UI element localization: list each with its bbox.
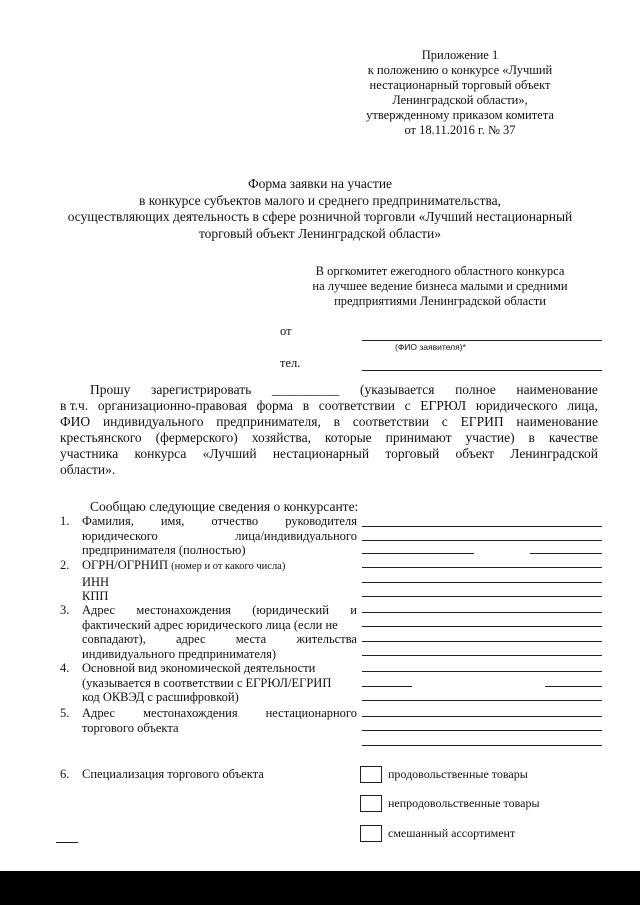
ogrn-label: ОГРН/ОГРНИП bbox=[82, 558, 168, 572]
ogrn-field[interactable] bbox=[362, 567, 602, 568]
word: предпринимателя, bbox=[216, 414, 321, 429]
item-line: фактический адрес юридического лица (если не bbox=[82, 617, 338, 632]
item-number: 4. bbox=[60, 661, 70, 675]
word: жительства bbox=[296, 632, 357, 646]
word: крестьянского bbox=[60, 430, 142, 445]
request-line bbox=[60, 446, 598, 462]
word: в т.ч. bbox=[60, 398, 89, 413]
ogrn-note: (номер и от какого числа) bbox=[171, 561, 286, 572]
word: Ленинградской bbox=[510, 446, 598, 461]
inn-field[interactable] bbox=[362, 582, 602, 583]
word: «Лучший bbox=[202, 446, 257, 461]
word: соответствии bbox=[318, 398, 395, 413]
address-field-line[interactable] bbox=[362, 641, 602, 642]
word: нестационарный bbox=[272, 446, 370, 461]
item-activity bbox=[60, 661, 360, 707]
word: ФИО bbox=[60, 414, 91, 429]
non-food-products-checkbox[interactable] bbox=[360, 795, 382, 812]
full-name-field-line[interactable] bbox=[362, 540, 602, 541]
word: ЕГРИП bbox=[460, 414, 504, 429]
activity-field-line[interactable] bbox=[362, 686, 412, 687]
word: участие) bbox=[465, 430, 515, 445]
object-address-field-line[interactable] bbox=[362, 730, 602, 731]
activity-field-line[interactable] bbox=[545, 686, 602, 687]
item-number: 2. bbox=[60, 558, 70, 572]
item-line: (указывается в соответствии с ЕГРЮЛ/ЕГРИП bbox=[82, 675, 332, 690]
word: имя, bbox=[160, 514, 185, 528]
item-address bbox=[60, 603, 360, 663]
word: нестационарного bbox=[265, 706, 357, 720]
request-line bbox=[60, 414, 598, 430]
word: принимают bbox=[385, 430, 452, 445]
address-field-line[interactable] bbox=[362, 655, 602, 656]
word: в bbox=[302, 398, 310, 413]
word: наименование bbox=[516, 414, 598, 429]
inn-label: ИНН bbox=[82, 574, 110, 589]
word: местонахождения bbox=[143, 706, 238, 720]
word: соответствии bbox=[352, 414, 430, 429]
address-field-line[interactable] bbox=[362, 612, 602, 613]
form-title bbox=[40, 176, 600, 242]
word: Адрес bbox=[82, 706, 116, 720]
word: с bbox=[404, 398, 411, 413]
word: с bbox=[441, 414, 448, 429]
word: руководителя bbox=[285, 514, 357, 528]
title-line: торговый объект Ленинградской области» bbox=[198, 225, 442, 241]
phone-field[interactable] bbox=[362, 370, 602, 371]
title-line: в конкурсе субъектов малого и среднего предпринимательства, bbox=[138, 192, 502, 208]
activity-field-line[interactable] bbox=[362, 671, 602, 672]
word: лица/индивидуального bbox=[235, 528, 357, 543]
address-field-line[interactable] bbox=[362, 626, 602, 627]
request-line: области». bbox=[60, 462, 116, 477]
item-line: Основной вид экономической деятельности bbox=[82, 661, 316, 675]
annex-line: утвержденному приказом комитета bbox=[366, 108, 554, 122]
word: (фермерского) bbox=[155, 430, 238, 445]
item-line bbox=[82, 558, 357, 575]
word: организационно-правовая bbox=[97, 398, 247, 413]
word: юридического bbox=[82, 528, 158, 543]
word: Прошу bbox=[90, 382, 131, 397]
item-number: 3. bbox=[60, 603, 70, 617]
request-line bbox=[60, 430, 598, 446]
item-line: Специализация торгового объекта bbox=[82, 767, 264, 781]
item-number: 1. bbox=[60, 514, 70, 528]
word: отчество bbox=[211, 514, 259, 528]
footnote-separator bbox=[56, 842, 78, 843]
word: торговый bbox=[385, 446, 440, 461]
item-line: торгового объекта bbox=[82, 720, 179, 735]
item-line: код ОКВЭД с расшифровкой) bbox=[82, 690, 239, 704]
info-intro: Сообщаю следующие сведения о конкурсанте: bbox=[90, 499, 359, 514]
addressee-line: на лучшее ведение бизнеса малыми и средними bbox=[312, 279, 568, 293]
word: наименование bbox=[516, 382, 598, 397]
word: в bbox=[333, 414, 340, 429]
item-specialization bbox=[60, 767, 360, 783]
item-object-address bbox=[60, 706, 360, 738]
word: (указывается bbox=[360, 382, 435, 397]
word: участника bbox=[60, 446, 119, 461]
object-address-field-line[interactable] bbox=[362, 745, 602, 746]
word: юридического bbox=[475, 398, 558, 413]
non-food-products-label: непродовольственные товары bbox=[388, 796, 540, 810]
word: индивидуального bbox=[102, 414, 204, 429]
annex-line: Приложение 1 bbox=[421, 48, 499, 62]
item-number: 5. bbox=[60, 706, 70, 720]
word: и bbox=[350, 603, 357, 617]
applicant-name-field[interactable] bbox=[362, 340, 602, 341]
addressee-line: В оргкомитет ежегодного областного конкурса bbox=[315, 264, 565, 278]
item-line: индивидуального предпринимателя) bbox=[82, 646, 277, 661]
blank-field[interactable]: __________ bbox=[271, 382, 340, 397]
full-name-field-line[interactable] bbox=[530, 553, 602, 554]
word: качестве bbox=[548, 430, 598, 445]
request-line bbox=[60, 382, 598, 398]
full-name-field-line[interactable] bbox=[362, 526, 602, 527]
word: ЕГРЮЛ bbox=[420, 398, 467, 413]
word: (юридический bbox=[252, 603, 329, 617]
addressee-line: предприятиями Ленинградской области bbox=[334, 294, 546, 308]
mixed-assortment-checkbox[interactable] bbox=[360, 825, 382, 842]
word: местонахождения bbox=[136, 603, 231, 617]
item-full-name bbox=[60, 514, 360, 560]
word: форма bbox=[256, 398, 294, 413]
item-line bbox=[82, 514, 357, 529]
item-ogrn bbox=[60, 558, 360, 604]
from-label: от bbox=[280, 324, 292, 338]
annex-line: Ленинградской области», bbox=[392, 93, 528, 107]
annex-line: нестационарный торговый объект bbox=[369, 78, 551, 92]
food-products-label: продовольственные товары bbox=[388, 767, 528, 781]
title-line: Форма заявки на участие bbox=[247, 176, 393, 191]
addressee-block bbox=[300, 264, 580, 309]
object-address-field-line[interactable] bbox=[362, 716, 602, 717]
word: Фамилия, bbox=[82, 514, 134, 528]
scan-edge-bar bbox=[0, 871, 640, 905]
request-line bbox=[60, 398, 598, 414]
item-line bbox=[82, 706, 357, 721]
word: в bbox=[528, 430, 535, 445]
word: конкурса bbox=[134, 446, 187, 461]
food-products-checkbox[interactable] bbox=[360, 766, 382, 783]
word: адрес bbox=[175, 632, 206, 646]
kpp-label: КПП bbox=[82, 589, 109, 603]
word: хозяйства, bbox=[251, 430, 311, 445]
word: полное bbox=[455, 382, 496, 397]
full-name-field-line[interactable] bbox=[362, 553, 474, 554]
activity-field-line[interactable] bbox=[362, 700, 602, 701]
word: Адрес bbox=[82, 603, 116, 617]
title-line: осуществляющих деятельность в сфере розничной торговли «Лучший нестационарный bbox=[67, 209, 573, 224]
word: зарегистрировать bbox=[151, 382, 252, 397]
item-line bbox=[82, 529, 357, 544]
phone-label: тел. bbox=[280, 356, 301, 370]
mixed-assortment-label: смешанный ассортимент bbox=[388, 826, 516, 840]
annex-header bbox=[355, 48, 565, 138]
word: объект bbox=[455, 446, 494, 461]
annex-line: от 18.11.2016 г. № 37 bbox=[404, 123, 516, 137]
word: совпадают), bbox=[82, 632, 146, 646]
item-line: предпринимателя (полностью) bbox=[82, 543, 246, 557]
item-line bbox=[82, 632, 357, 647]
word: лица, bbox=[567, 398, 598, 413]
item-number: 6. bbox=[60, 767, 70, 781]
kpp-field[interactable] bbox=[362, 596, 602, 597]
item-line bbox=[82, 603, 357, 618]
word: места bbox=[235, 632, 267, 646]
fio-caption: (ФИО заявителя)* bbox=[395, 342, 466, 352]
word: которые bbox=[324, 430, 372, 445]
request-paragraph bbox=[60, 382, 598, 478]
annex-line: к положению о конкурсе «Лучший bbox=[367, 63, 553, 77]
